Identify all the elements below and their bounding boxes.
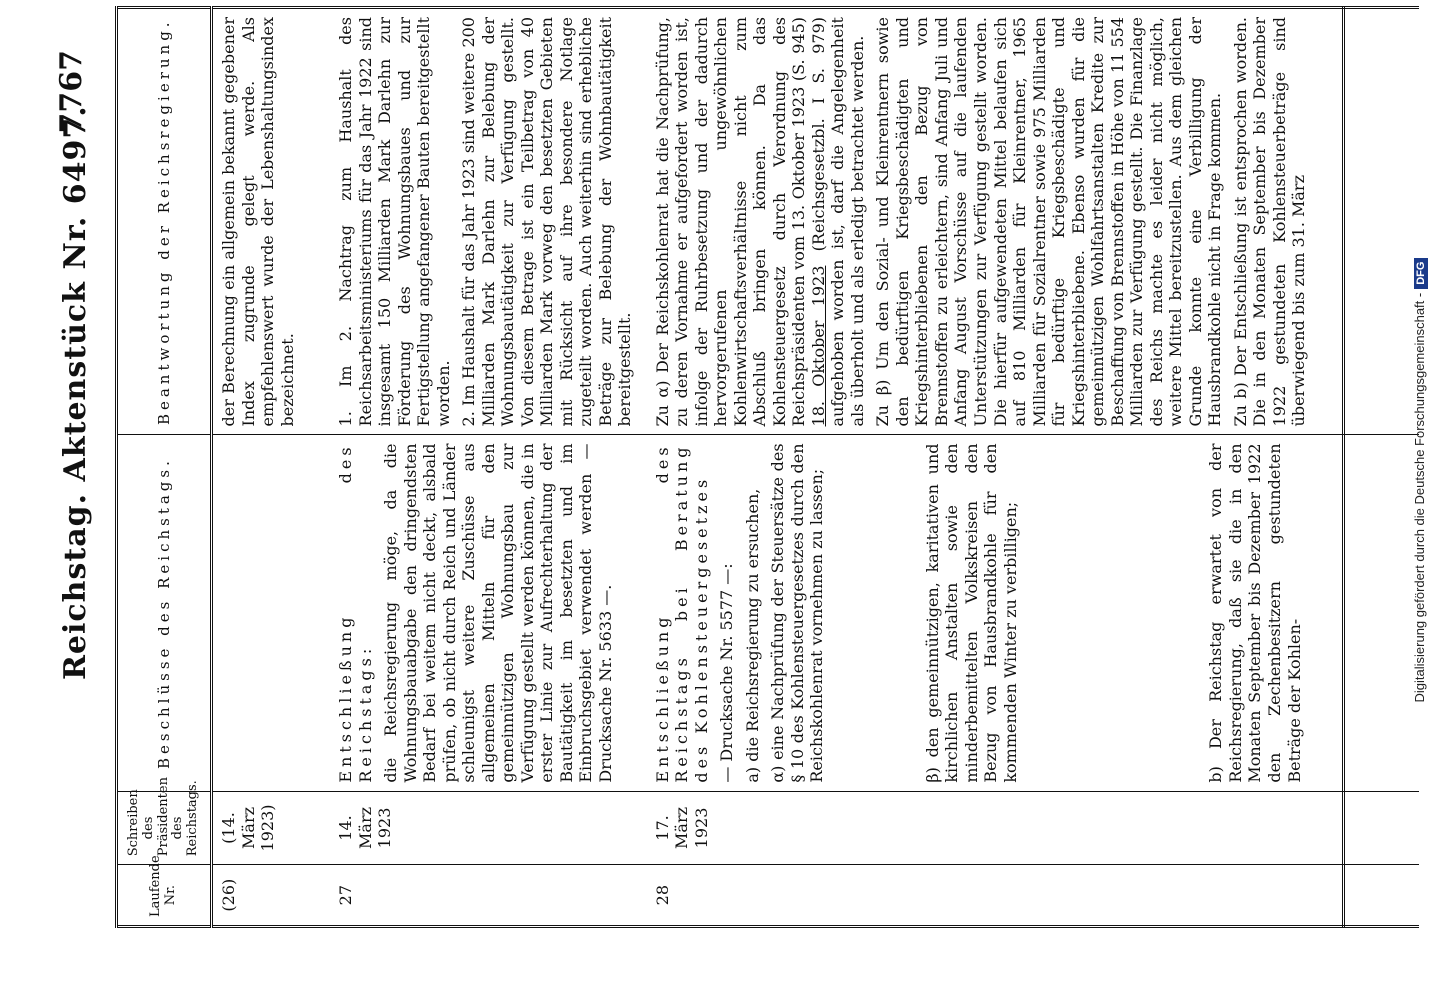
answer-beta: Zu β) Um den Sozial- und Kleinrentnern sowie den bedürftigen Kriegsbeschädigten und Kriegshinterbliebenen den Bezug von Brennstoffen zu erleichtern, sind Anfang Juli und Anfang August Vorschüsse auf die laufenden Unterstützungen zur Verfügung gestellt worden. Die hierfür aufgewendeten Mittel belaufen sich auf 810 Milliarden für Kleinrentner, 1965 Milliarden für Sozialrentner sowie 975 Milliarden für bedürftige Kriegsbeschädigte und Kriegshinterbliebene. Ebenso wurden für die gemeinnützigen Wohlfahrtsanstalten Kredite zur Beschaffung von Brennstoffen in Höhe von 11 554 Milliarden zur Verfügung gestellt. Die Finanzlage des Reichs machte es leider nicht möglich, weitere Mittel bereitzustellen. Aus dem gleichen Grunde konnte eine Verbilligung der Hausbrandkohle nicht in Frage kommen. — [873, 17, 1225, 427]
answer-alpha-date-1: 13. Oktober 1923 — [789, 86, 809, 231]
answer-alpha-end: aufgehoben worden ist, darf die Angelegenheit als überholt und als erledigt betrachtet werden. — [828, 17, 867, 427]
row-number: (26) — [212, 865, 331, 927]
table-row — [647, 8, 1419, 927]
resolution-b: b) Der Reichstag erwartet von der Reichsregierung, daß sie die in den Monaten September bis Dezember 1922 den Zechenbesitzern gestundeten Beträge der Kohlen- — [1206, 443, 1304, 783]
row-resolution — [647, 435, 1419, 791]
bottom-rule — [1342, 6, 1345, 928]
page-header — [0, 0, 110, 1000]
resolution-a-alpha: α) eine Nachprüfung der Steuersätze des § 10 des Kohlensteuergesetzes durch den Reichskohlenrat vornehmen zu lassen; — [768, 443, 827, 783]
answer-alpha-date-2: 18. Oktober 1923 — [808, 265, 828, 427]
column-header-nr: Laufende Nr. — [117, 865, 212, 927]
row-date: 14. März 1923 — [330, 791, 647, 865]
dfg-logo: DFG — [1414, 258, 1428, 289]
page-number: 7767 — [54, 50, 89, 134]
answer-alpha-ref-2: (Reichsgesetzbl. I S. 979) — [808, 17, 828, 252]
answer-alpha-ref-1: (S. 945) — [789, 17, 809, 82]
row-answer — [647, 8, 1419, 435]
table-row — [212, 8, 331, 927]
table-row — [330, 8, 647, 927]
resolution-a-beta: β) den gemeinnützigen, karitativen und kirchlichen Anstalten sowie den minderbemittelten Volkskreisen den Bezug von Hausbrandkohle für den kommenden Winter zu verbilligen; — [922, 443, 1020, 783]
resolution-heading: Entschließung des Reichstags: — [336, 443, 375, 783]
running-head: Reichstag. Aktenstück Nr. 6497. — [58, 105, 93, 680]
row-answer — [212, 8, 331, 435]
table-header-row — [117, 8, 212, 927]
row-date: (14. März 1923) — [212, 791, 331, 865]
row-date: 17. März 1923 — [647, 791, 1419, 865]
row-number: 28 — [647, 865, 1419, 927]
document-table — [115, 6, 1419, 928]
dfg-credit — [1412, 30, 1428, 930]
resolution-heading: Entschließung des Reichstags bei Beratung des Kohlensteuergesetzes — [652, 443, 711, 783]
resolution-heading-ref: — Drucksache Nr. 5577 —: — [717, 563, 737, 783]
row-resolution — [330, 435, 647, 791]
answer-item-1: 1. Im 2. Nachtrag zum Haushalt des Reichsarbeitsministeriums für das Jahr 1922 sind insgesamt 150 Milliarden Mark Darlehn zur Förderung des Wohnungsbaues und zur Fertigstellung angefangener Bauten bereitgestellt worden. — [336, 17, 453, 427]
row-resolution — [212, 435, 331, 791]
answer-item-2: 2. Im Haushalt für das Jahr 1923 sind weitere 200 Milliarden Mark Darlehn zur Belebung der Wohnungsbautätigkeit zur Verfügung gestellt. Von diesem Betrage ist ein Teilbetrag von 40 Milliarden Mark vorweg den besetzten Gebieten mit Rücksicht auf ihre besondere Notlage zugeteilt worden. Auch weiterhin sind erhebliche Beträge zur Belebung der Wohnbautätigkeit bereitgestellt. — [459, 17, 635, 427]
answer-text: der Berechnung ein allgemein bekannt gegebener Index zugrunde gelegt werde. Als empfehlenswert wurde der Lebenshaltungsindex bezeichnet. — [219, 17, 297, 427]
column-header-date: Schreiben des Präsidenten des Reichstags. — [117, 791, 212, 865]
resolution-text: die Reichsregierung möge, da die Wohnungsbauabgabe den dringendsten Bedarf bei weitem nicht deckt, alsbald prüfen, ob nicht durch Reich und Länder schleunigst weitere Zuschüsse aus allgemeinen Mitteln für den gemeinnützigen Wohnungsbau zur Verfügung gestellt werden können, die in erster Linie zur Aufrechterhaltung der Bautätigkeit im besetzten und im Einbruchsgebiet verwendet werden — Drucksache Nr. 5633 —. — [381, 443, 615, 783]
column-header-answers: Beantwortung der Reichsregierung. — [117, 8, 212, 435]
column-header-resolutions: Beschlüsse des Reichstags. — [117, 435, 212, 791]
row-number: 27 — [330, 865, 647, 927]
row-answer — [330, 8, 647, 435]
dfg-credit-text: Digitalisierung gefördert durch die Deutsche Forschungsgemeinschaft - — [1412, 292, 1427, 703]
answer-b: Zu b) Der Entschließung ist entsprochen worden. Die in den Monaten September bis Dezember 1922 gestundeten Kohlensteuerbeträge sind überwiegend bis zum 31. März — [1230, 17, 1309, 427]
answer-alpha-text: Zu α) Der Reichskohlenrat hat die Nachprüfung, zu deren Vornahme er aufgefordert worden ist, infolge der Ruhrbesetzung und der dadurch hervorgerufenen ungewöhnlichen Kohlenwirtschaftsverhältnisse nicht zum Abschluß bringen können. Da das Kohlensteuergesetz durch Verordnung des Reichspräsidenten vom — [652, 17, 809, 427]
resolution-a: a) die Reichsregierung zu ersuchen, — [742, 488, 762, 783]
answer-alpha — [653, 17, 868, 426]
